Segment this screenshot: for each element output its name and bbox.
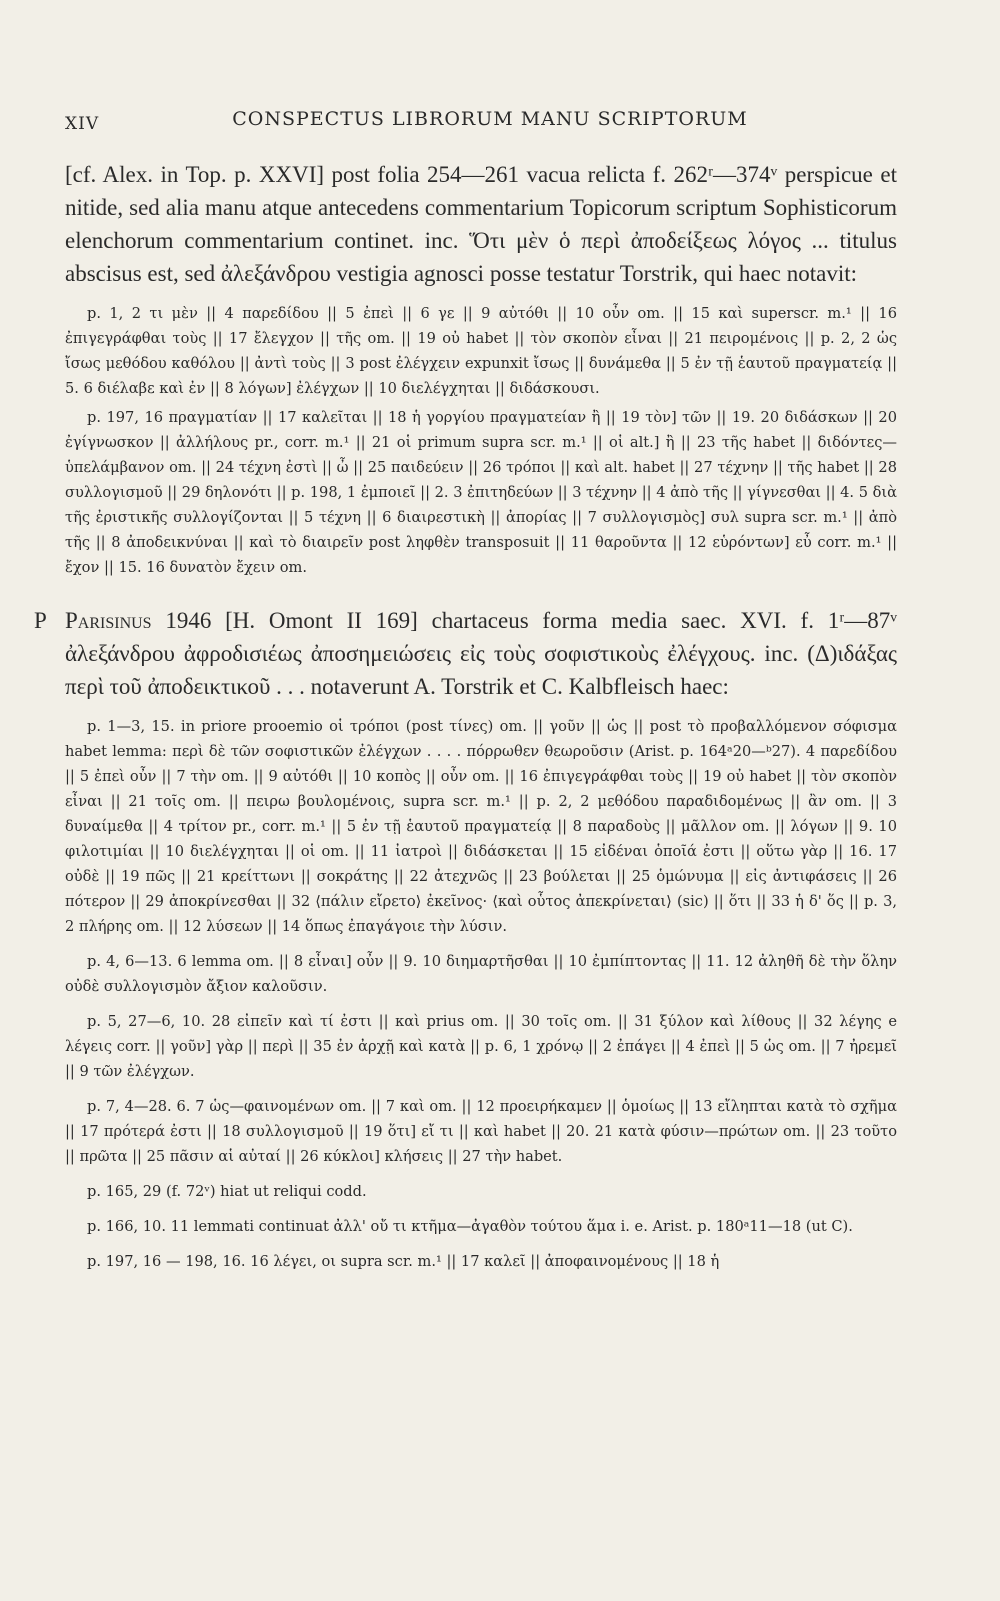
apparatus-p-5: p. 165, 29 (f. 72ᵛ) hiat ut reliqui codd.	[87, 1183, 367, 1200]
codex-description-text: 1946 [H. Omont II 169] chartaceus forma media saec. XVI. f. 1ʳ—87ᵛ ἀλεξάνδρου ἀφροδισιέως ἀποσημειώσεις εἰς τοὺς σοφιστικοὺς ἐλέγχους. inc. (Δ)ιδάξας περὶ τοῦ ἀποδεικτικοῦ . . . notaverunt A. Torstrik et C. Kalbfleisch haec:	[65, 608, 897, 699]
codex-name: Parisinus	[65, 608, 152, 633]
apparatus-p-1: p. 1—3, 15. in priore prooemio οἱ τρόποι (post τίνες) om. || γοῦν || ὡς || post τὸ προβαλλόμενον σόφισμα habet lemma: περὶ δὲ τῶν σοφιστικῶν ἐλέγχων . . . . πόρρωθεν θεωροῦσιν (Arist. p. 164ᵃ20—ᵇ27). 4 παρεδίδου || 5 ἐπεὶ οὖν || 7 τὴν om. || 9 αὐτόθι || 10 κοπὸς || οὖν om. || 16 ἐπιγεγράφθαι τοὺς || 19 οὐ habet || τὸν σκοπὸν εἶναι || 21 τοῖς om. || πειρω βουλομένοις, supra scr. m.¹ || p. 2, 2 μεθόδου παραδιδομένως || ἂν om. || 3 δυναίμεθα || 4 τρίτον pr., corr. m.¹ || 5 ἐν τῇ ἑαυτοῦ πραγματείᾳ || 8 παραδοὺς || μᾶλλον om. || λόγων || 9. 10 φιλοτιμίαι || 10 διελέγχηται || οἱ om. || 11 ἰατροὶ || διδάσκεται || 15 εἰδέναι ὁποῖά ἐστι || οὕτω γὰρ || 16. 17 οὐδὲ || 19 πῶς || 21 κρείττωνι || σοκράτης || 22 ἀτεχνῶς || 23 βούλεται || 25 ὁμώνυμα || εἰς ἀντιφάσεις || 26 πότερον || 29 ἀποκρίνεσθαι || 32 ⟨πάλιν εἴρετο⟩ ἐκεῖνος· ⟨καὶ οὗτος ἀπεκρίνεται⟩ (sic) || ὅτι || 33 ἡ δ' ὅς || p. 3, 2 πλήρης om. || 12 λύσεων || 14 ὅπως ἐπαγάγοιε τὴν λύσιν.	[65, 718, 897, 935]
intro-paragraph: [cf. Alex. in Top. p. XXVI] post folia 254—261 vacua relicta f. 262ʳ—374ᵛ perspicue et nitide, sed alia manu atque antecedens commentarium Topicorum scriptum Sophisticorum elenchorum commentarium continet. inc. Ὅτι μὲν ὁ περὶ ἀποδείξεως λόγος ... titulus abscisus est, sed ἀλεξάνδρου vestigia agnosci posse testatur Torstrik, qui haec notavit:	[65, 162, 897, 286]
page-number: XIV	[65, 114, 100, 134]
apparatus-torstrik-1: p. 1, 2 τι μὲν || 4 παρεδίδου || 5 ἐπεὶ || 6 γε || 9 αὐτόθι || 10 οὖν om. || 15 καὶ superscr. m.¹ || 16 ἐπιγεγράφθαι τοὺς || 17 ἔλεγχον || τῆς om. || 19 οὐ habet || τὸν σκοπὸν εἶναι || 21 πειρομένοις || p. 2, 2 ὡς ἴσως μεθόδου καθόλου || ἀντὶ τοὺς || 3 post ἐλέγχειν expunxit ἴσως || δυνάμεθα || 5 ἐν τῇ ἑαυτοῦ πραγματείᾳ || 5. 6 διέλαβε καὶ ἐν || 8 λόγων] ἐλέγχων || 10 διελέγχηται || διδάσκουσι.	[65, 305, 897, 397]
codex-p-entry	[34, 604, 897, 703]
codex-description	[65, 604, 897, 703]
running-title: CONSPECTUS LIBRORUM MANU SCRIPTORUM	[232, 108, 748, 130]
apparatus-p-7: p. 197, 16 — 198, 16. 16 λέγει, οι supra scr. m.¹ || 17 καλεῖ || ἀποφαινομένους || 18 ἡ	[87, 1253, 720, 1270]
apparatus-torstrik-2: p. 197, 16 πραγματίαν || 17 καλεῖται || 18 ἡ γοργίου πραγματείαν ἢ || 19 τὸν] τῶν || 19. 20 διδάσκων || 20 ἐγίγνωσκον || ἀλλήλους pr., corr. m.¹ || 21 οἱ primum supra scr. m.¹ || οἱ alt.] ἢ || 23 τῆς habet || διδόντες—ὑπελάμβανον om. || 24 τέχνη ἐστὶ || ὦ || 25 παιδεύειν || 26 τρόποι || καὶ alt. habet || 27 τέχνην || τῆς habet || 28 συλλογισμοῦ || 29 δηλονότι || p. 198, 1 ἐμποιεῖ || 2. 3 ἐπιτηδεύων || 3 τέχνην || 4 ἀπὸ τῆς || γίγνεσθαι || 4. 5 διὰ τῆς ἐριστικῆς συλλογίζονται || 5 τέχνη || 6 διαιρεστικὴ || ἀπορίας || 7 συλλογισμὸς] συλ supra scr. m.¹ || ἀπὸ τῆς || 8 ἀποδεικνύναι || καὶ τὸ διαιρεῖν post ληφθὲν transposuit || 11 θαροῦντα || 12 εὑρόντων] εὖ corr. m.¹ || ἔχον || 15. 16 δυνατὸν ἔχειν om.	[65, 409, 897, 576]
running-head	[65, 108, 915, 138]
apparatus-p-4: p. 7, 4—28. 6. 7 ὡς—φαινομένων om. || 7 καὶ om. || 12 προειρήκαμεν || ὁμοίως || 13 εἴληπται κατὰ τὸ σχῆμα || 17 πρότερά ἐστι || 18 συλλογισμοῦ || 19 ὅτι] εἴ τι || καὶ habet || 20. 21 κατὰ φύσιν—πρώτων om. || 23 τοῦτο || πρῶτα || 25 πᾶσιν αἱ αὐταί || 26 κύκλοι] κλήσεις || 27 τὴν habet.	[65, 1098, 897, 1165]
apparatus-p-2: p. 4, 6—13. 6 lemma om. || 8 εἶναι] οὖν || 9. 10 διημαρτῆσθαι || 10 ἐμπίπτοντας || 11. 12 ἀληθῆ δὲ τὴν ὅλην οὐδὲ συλλογισμὸν ἄξιον καλοῦσιν.	[65, 953, 897, 995]
apparatus-p-6: p. 166, 10. 11 lemmati continuat ἀλλ' οὔ τι κτῆμα—ἀγαθὸν τούτου ἅμα i. e. Arist. p. 180ᵃ11—18 (ut C).	[87, 1218, 853, 1235]
main-text	[34, 158, 897, 1274]
apparatus-p-3: p. 5, 27—6, 10. 28 εἰπεῖν καὶ τί ἐστι || καὶ prius om. || 30 τοῖς om. || 31 ξύλον καὶ λίθους || 32 λέγης e λέγεις corr. || γοῦν] γὰρ || περὶ || 35 ἐν ἀρχῇ καὶ κατὰ || p. 6, 1 χρόνῳ || 2 ἐπάγει || 4 ἐπεὶ || 5 ὡς om. || 7 ἠρεμεῖ || 9 τῶν ἐλέγχων.	[65, 1013, 897, 1080]
codex-siglum: P	[34, 608, 47, 633]
